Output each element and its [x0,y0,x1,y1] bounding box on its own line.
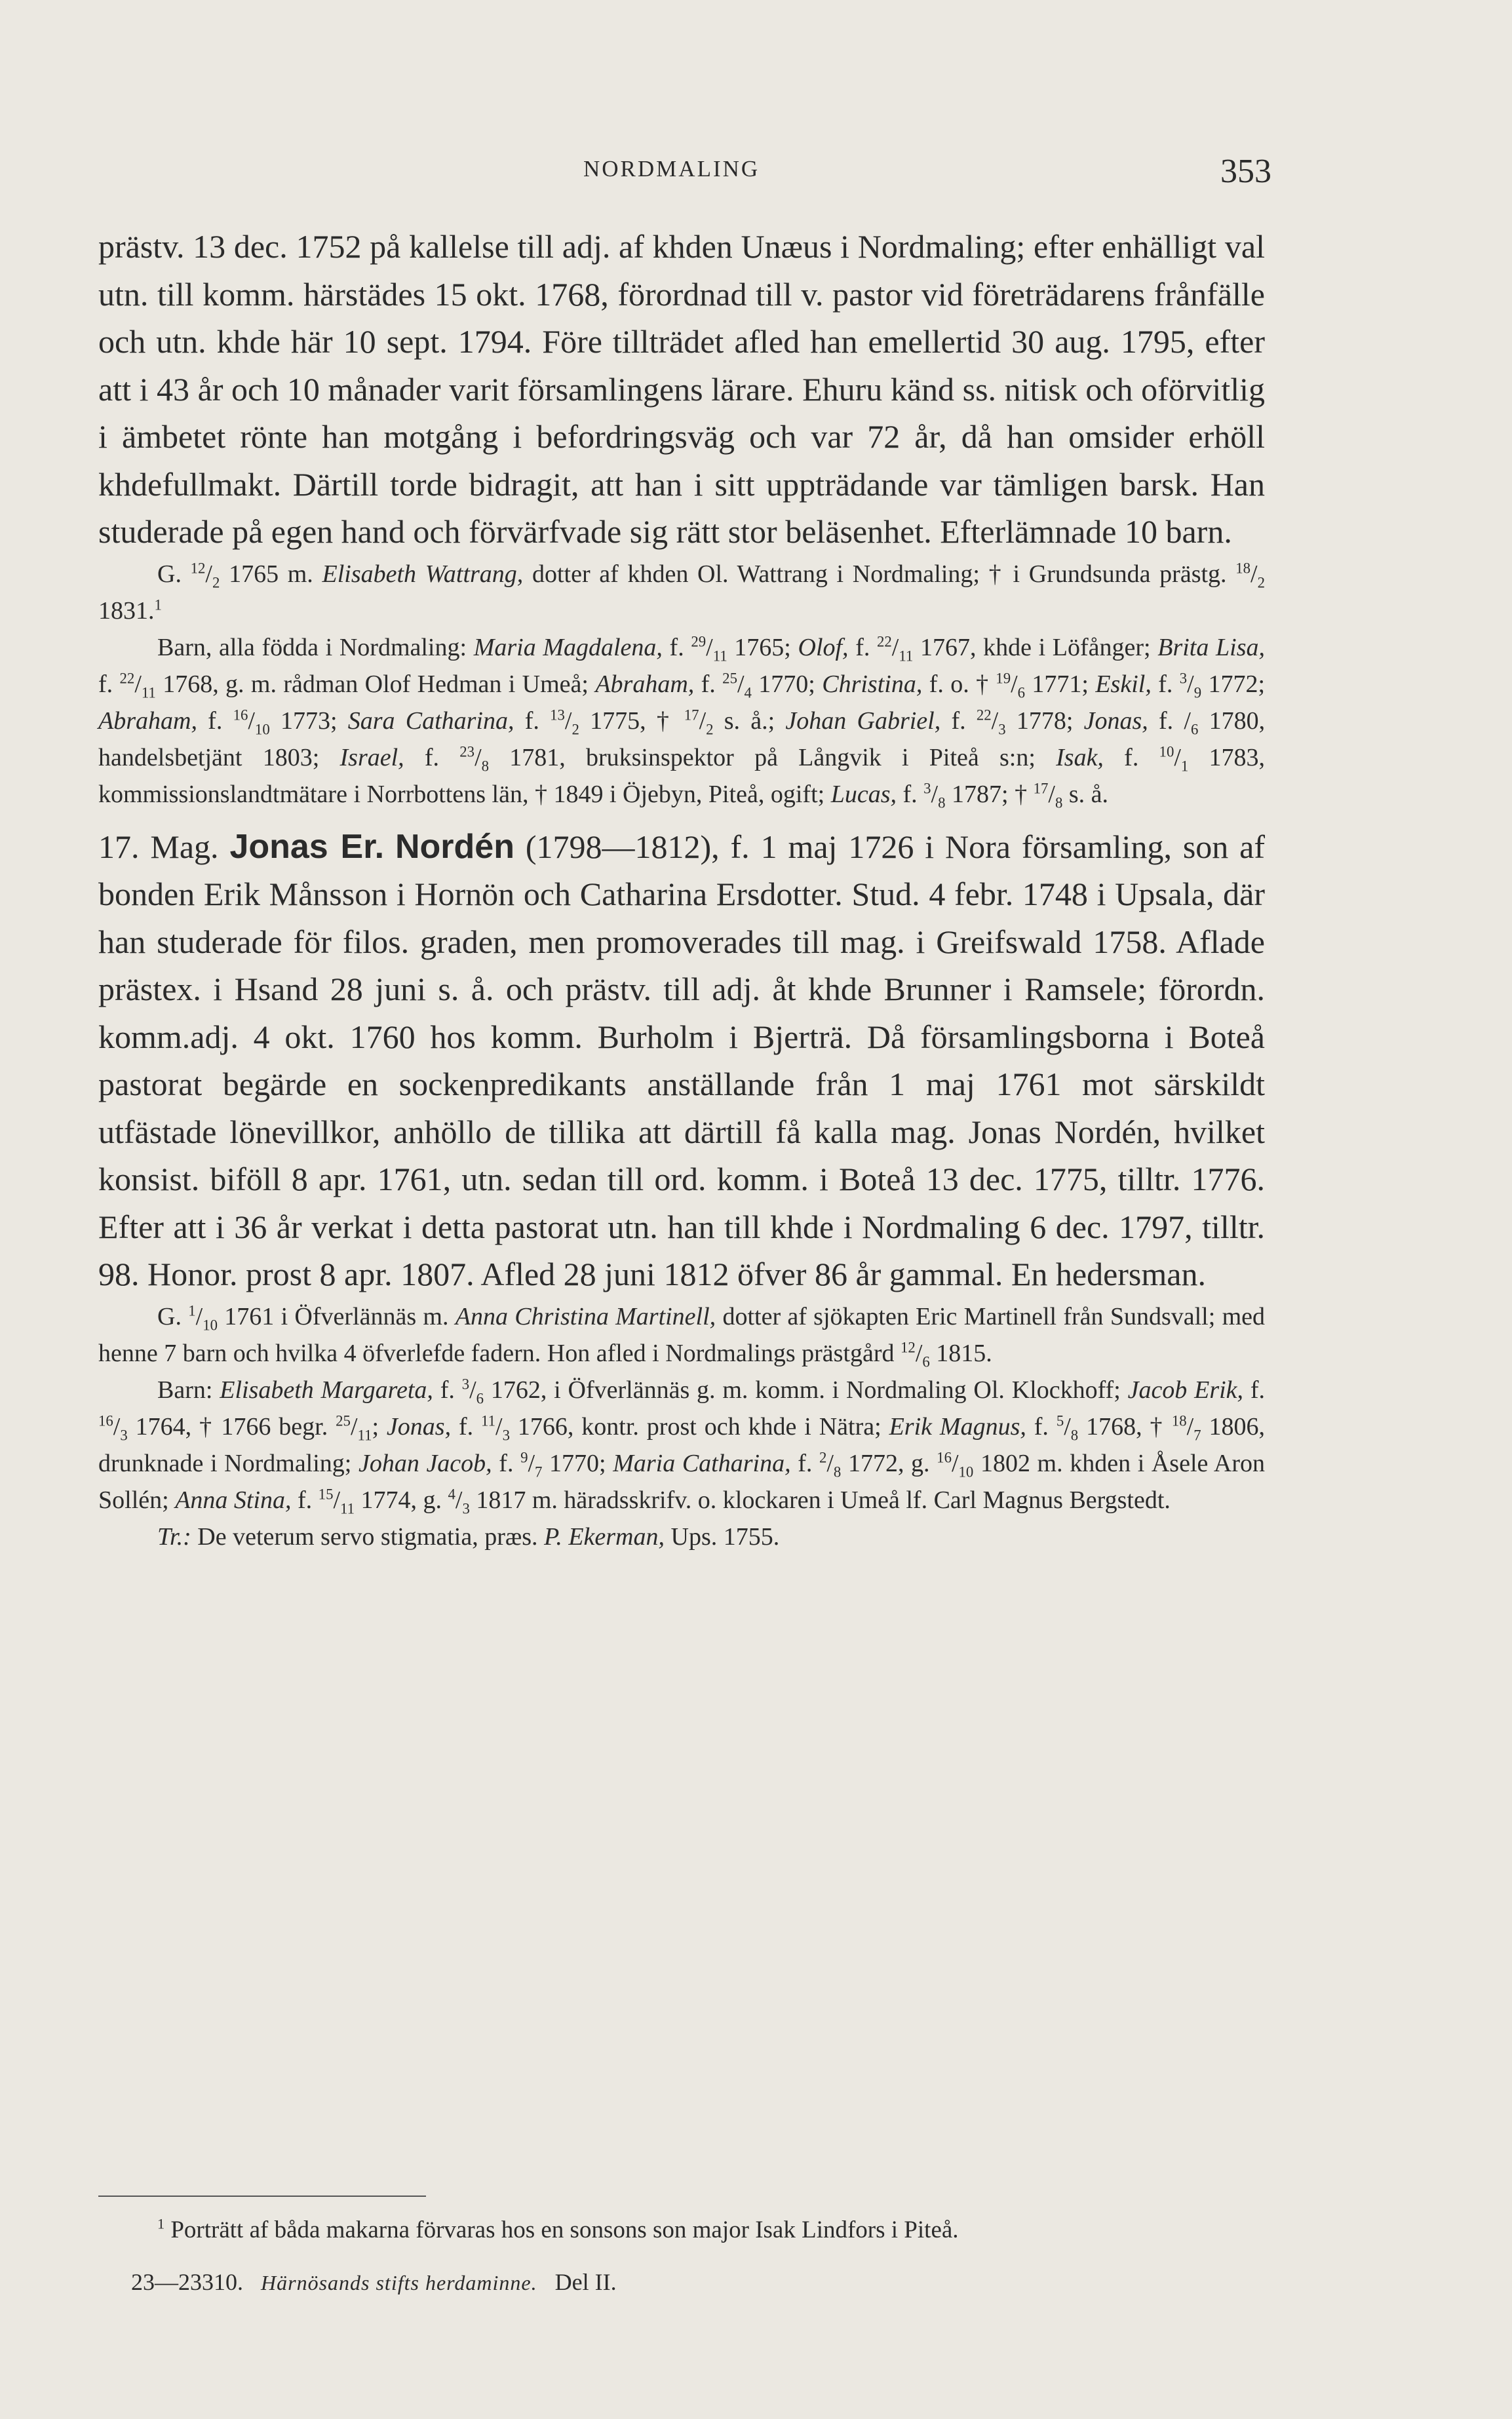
entry-17-text: 17. Mag. Jonas Er. Nordén (1798—1812), f. 1 maj 1726 i Nora församling, son af bonden Erik Månsson i Hornön och Catharina Ersdotter. Stud. 4 febr. 1748 i Upsala, där han studerade för filos. graden, men promoverades till mag. i Greifswald 1758. Aflade prästex. i Hsand 28 juni s. å. och prästv. till adj. åt khde Brunner i Ramsele; förordn. komm.adj. 4 okt. 1760 hos komm. Burholm i Bjerträ. Då församlingsborna i Boteå pastorat begärde en sockenpredikants anställande från 1 maj 1761 mot särskildt utfästade lönevillkor, anhöllo de tillika att därtill få kalla mag. Jonas Nordén, hvilket konsist. biföll 8 apr. 1761, utn. sedan till ord. komm. i Boteå 13 dec. 1775, tilltr. 1776. Efter att i 36 år verkat i detta pastorat utn. han till khde i Nordmaling 6 dec. 1797, tilltr. 98. Honor. prost 8 apr. 1807. Afled 28 juni 1812 öfver 86 år gammal. En hedersman. [98,827,1266,1292]
entry-17-surname: Nordén [395,827,514,866]
entry-16-marriage: G. $^{12}/_2$ 1765 m. Elisabeth Wattrang, dotter af khden Ol. Wattrang i Nordmaling; † i Grundsunda prästg. $^{18}/_2$ 1831.$^1$ [98,559,1265,625]
printer-signature: 23—23310. Härnösands stifts herdaminne. Del II. [131,2269,617,2295]
entry-17-children: Barn: Elisabeth Margareta, f. $^3/_6$ 1762, i Öfverlännäs g. m. komm. i Nordmaling Ol. Klockhoff; Jacob Erik, f. $^{16}/_3$ 1764, † 1766 begr. $^{25}/_{11}$; Jonas, f. $^{11}/_3$ 1766, kontr. prost och khde i Nätra; Erik Magnus, f. $^5/_8$ 1768, † $^{18}/_7$ 1806, drunknade i Nordmaling; Johan Jacob, f. $^9/_7$ 1770; Maria Catharina, f. $^2/_8$ 1772, g. $^{16}/_{10}$ 1802 m. khden i Åsele Aron Sollén; Anna Stina, f. $^{15}/_{11}$ 1774, g. $^4/_3$ 1817 m. häradsskrifv. o. klockaren i Umeå lf. Carl Magnus Bergstedt. [98,1375,1266,1517]
entry-17-tryck: Tr.: De veterum servo stigmatia, præs. P. Ekerman, Ups. 1755. [157,1522,780,1551]
entry-16-children: Barn, alla födda i Nordmaling: Maria Magdalena, f. $^{29}/_{11}$ 1765; Olof, f. $^{22}/_{11}$ 1767, khde i Löfånger; Brita Lisa, f. $^{22}/_{11}$ 1768, g. m. rådman Olof Hedman i Umeå; Abraham, f. $^{25}/_4$ 1770; Christina, f. o. † $^{19}/_6$ 1771; Eskil, f. $^3/_9$ 1772; Abraham, f. $^{16}/_{10}$ 1773; Sara Catharina, f. $^{13}/_2$ 1775, † $^{17}/_2$ s. å.; Johan Gabriel, f. $^{22}/_3$ 1778; Jonas, f. $/_6$ 1780, handelsbetjänt 1803; Israel, f. $^{23}/_8$ 1781, bruksinspektor på Långvik i Piteå s:n; Isak, f. $^{10}/_1$ 1783, kommissionslandtmätare i Norrbottens län, † 1849 i Öjebyn, Piteå, ogift; Lucas, f. $^3/_8$ 1787; † $^{17}/_8$ s. å. [98,632,1266,811]
footnote: $^1$ Porträtt af båda makarna förvaras hos en sonsons son major Isak Lindfors i Piteå. [157,2215,959,2243]
page-number: 353 [1220,153,1271,190]
spouse-name: Anna Christina Martinell, [455,1302,716,1330]
page-body [98,223,1265,1555]
spouse-name: Elisabeth Wattrang, [322,560,524,588]
footnote-ref: 1 [154,596,162,613]
imprint-title: Härnösands stifts herdaminne. [261,2271,537,2294]
entry-17-name: Jonas Er. [229,827,385,866]
footnote-marker: 1 [157,2215,165,2232]
footnote-divider [98,2196,426,2197]
entry-16-text: prästv. 13 dec. 1752 på kallelse till adj. af khden Unæus i Nordmaling; efter enhälligt val utn. till komm. härstädes 15 okt. 1768, förordnad till v. pastor vid företrädarens frånfälle och utn. khde här 10 sept. 1794. Före tillträdet afled han emellertid 30 aug. 1795, efter att i 43 år och 10 månader varit församlingens lärare. Ehuru känd ss. nitisk och oförvitlig i ämbetet rönte han motgång i befordringsväg och var 72 år, då han omsider erhöll khdefullmakt. Därtill torde bidragit, att han i sitt uppträdande var tämligen barsk. Han studerade på egen hand och förvärfvade sig rätt stor beläsenhet. Efterlämnade 10 barn. [98,228,1265,550]
entry-number: 17. [98,828,140,865]
entry-17-marriage: G. $^1/_{10}$ 1761 i Öfverlännäs m. Anna Christina Martinell, dotter af sjökapten Eric Martinell från Sundsvall; med henne 7 barn och hvilka 4 öfverlefde fadern. Hon afled i Nordmalings prästgård $^{12}/_6$ 1815. [98,1302,1265,1370]
page-header [98,153,1271,202]
running-title: NORDMALING [583,156,760,182]
